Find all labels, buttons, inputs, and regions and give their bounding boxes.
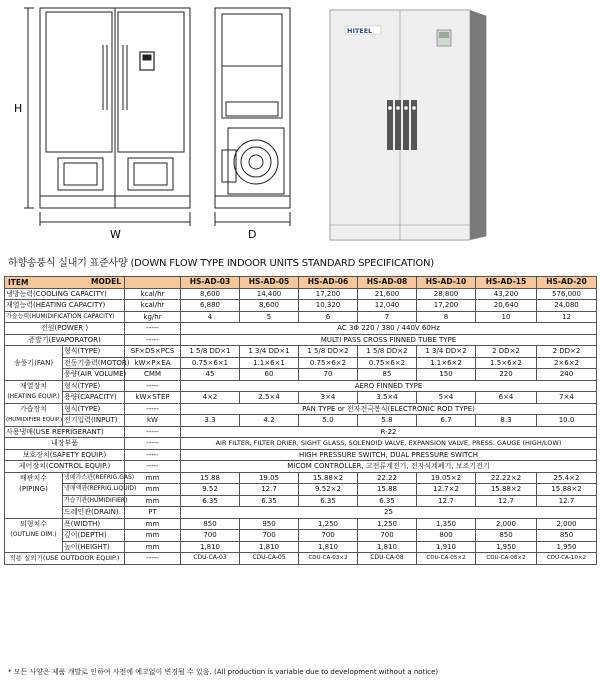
table-row	[5, 472, 597, 484]
table-cell: 12.7	[476, 495, 537, 507]
table-row	[5, 357, 597, 369]
table-row	[5, 311, 597, 323]
table-cell: 700	[299, 530, 358, 542]
table-cell: 12,040	[358, 300, 417, 312]
row-unit: -----	[125, 449, 181, 461]
row-unit: -----	[125, 380, 181, 392]
table-row	[5, 403, 597, 415]
group-label: 외형치수	[5, 518, 63, 530]
table-cell: 1,810	[240, 541, 299, 553]
model-label: MODEL	[91, 277, 121, 286]
model-header: HS-AD-10	[417, 277, 476, 289]
table-cell: 85	[358, 369, 417, 381]
table-cell-span: HIGH PRESSURE SWITCH, DUAL PRESSURE SWITCH	[181, 449, 597, 461]
table-cell: 8.3	[476, 415, 537, 427]
row-label: 증발기(EVAPORATOR)	[5, 334, 125, 346]
row-label: 깊이(DEPTH)	[63, 530, 125, 542]
row-label: 형식(TYPE)	[63, 346, 125, 358]
table-cell: 24,080	[537, 300, 597, 312]
row-label: 가습능력(HUMIDIFICATION CAPACITY)	[5, 311, 125, 323]
table-cell: CDU-CA-03	[181, 553, 240, 565]
row-label: 전원(POWER )	[5, 323, 125, 335]
table-cell: CDU-CA-08	[358, 553, 417, 565]
table-cell: 1 5/8 DD×1	[181, 346, 240, 358]
row-unit: -----	[125, 438, 181, 450]
table-cell: 5	[240, 311, 299, 323]
table-cell-span: MULTI PASS CROSS FINNED TUBE TYPE	[181, 334, 597, 346]
table-cell: 6,880	[181, 300, 240, 312]
group-label: 송풍기(FAN)	[5, 346, 63, 381]
table-row	[5, 392, 597, 404]
table-cell-span: AERO FINNED TYPE	[181, 380, 597, 392]
table-row	[5, 380, 597, 392]
row-label: 형식(TYPE)	[63, 380, 125, 392]
table-row	[5, 484, 597, 496]
table-cell: 850	[181, 518, 240, 530]
table-cell: CDU-CA-05×2	[417, 553, 476, 565]
table-cell: 15.88×2	[476, 484, 537, 496]
table-cell: 700	[181, 530, 240, 542]
row-unit: -----	[125, 334, 181, 346]
table-cell: 7×4	[537, 392, 597, 404]
group-label-en: (PIPING)	[5, 484, 63, 496]
table-cell: 5.8	[358, 415, 417, 427]
group-label: 재열장치	[5, 380, 63, 392]
table-row	[5, 300, 597, 312]
table-cell: 1,910	[417, 541, 476, 553]
table-row	[5, 449, 597, 461]
table-cell: 0.75×6×1	[181, 357, 240, 369]
table-cell: 5×4	[417, 392, 476, 404]
model-header: HS-AD-20	[537, 277, 597, 289]
row-label: 내장부품	[5, 438, 125, 450]
table-row	[5, 461, 597, 473]
row-unit: mm	[125, 518, 181, 530]
table-row	[5, 553, 597, 565]
table-cell: 3×4	[299, 392, 358, 404]
table-cell: 5.0	[299, 415, 358, 427]
row-label: 가습기관(HUMIDIFIER)	[63, 495, 125, 507]
table-cell: 10,320	[299, 300, 358, 312]
footnote: * 모든 사양은 제품 개발로 인하여 사전에 예고없이 변경될 수 있음. (All production is variable due to development without a notice)	[8, 668, 439, 676]
row-unit: mm	[125, 484, 181, 496]
table-cell: CDU-CA-05	[240, 553, 299, 565]
table-row	[5, 438, 597, 450]
row-label: 용량(CAPACITY)	[63, 392, 125, 404]
row-label: 냉매가스관(REFRIG.GAS)	[63, 472, 125, 484]
table-cell: 6	[299, 311, 358, 323]
table-row	[5, 415, 597, 427]
front-view-drawing	[24, 8, 190, 226]
row-unit: kcal/hr	[125, 300, 181, 312]
table-cell: 6.7	[417, 415, 476, 427]
row-unit: kcal/hr	[125, 288, 181, 300]
table-cell: 1 3/4 DD×1	[240, 346, 299, 358]
table-cell: 4	[181, 311, 240, 323]
row-label: 전동기출력(MOTOR)	[64, 358, 130, 367]
table-cell: 15.88	[358, 484, 417, 496]
row-label: 냉매액관(REFRIG.LIQUID)	[63, 484, 125, 496]
row-unit: mm	[125, 530, 181, 542]
header-row	[5, 277, 597, 289]
row-unit: mm	[125, 541, 181, 553]
row-label: 제어장치(CONTROL EQUIP.)	[5, 461, 125, 473]
table-cell: 10	[476, 311, 537, 323]
row-unit: -----	[125, 553, 181, 565]
table-cell: 1 3/4 DD×2	[417, 346, 476, 358]
table-cell: 8	[417, 311, 476, 323]
row-label: 사용냉매(USE REFRIGERANT)	[5, 426, 125, 438]
table-cell: 15.88×2	[299, 472, 358, 484]
table-cell: 1,250	[299, 518, 358, 530]
table-cell: 7	[358, 311, 417, 323]
table-cell: 14,400	[240, 288, 299, 300]
row-label: 폭(WIDTH)	[63, 518, 125, 530]
table-cell: 0.75×6×2	[358, 357, 417, 369]
table-cell: 15.88	[181, 472, 240, 484]
table-row	[5, 495, 597, 507]
row-label: 적용 실외기(USE OUTDOOR EQUIP.)	[5, 553, 125, 565]
product-photo	[330, 10, 486, 240]
table-row	[5, 334, 597, 346]
item-header	[5, 277, 125, 289]
table-row	[5, 369, 597, 381]
row-unit: SF×DS×PCS	[125, 346, 181, 358]
table-cell: 3.3	[181, 415, 240, 427]
table-cell-span: AC 3Φ 220 / 380 / 440V 60Hz	[181, 323, 597, 335]
dimension-w-label: W	[110, 228, 121, 241]
row-label: 풍량(AIR VOLUME)	[64, 370, 127, 379]
table-cell: 17,200	[299, 288, 358, 300]
table-row	[5, 541, 597, 553]
brand-logo: HITEEL	[347, 27, 373, 35]
group-label: 가습장치	[5, 403, 63, 415]
item-label: ITEM	[8, 278, 29, 287]
row-unit: PT	[125, 507, 181, 519]
table-cell: 20,640	[476, 300, 537, 312]
table-cell: 9.52	[181, 484, 240, 496]
model-header: HS-AD-05	[240, 277, 299, 289]
table-cell: 10.0	[537, 415, 597, 427]
table-cell-span: MICOM CONTROLLER, 고전류계전기, 전자식계폐기, 보조기전기	[181, 461, 597, 473]
model-header: HS-AD-15	[476, 277, 537, 289]
table-cell: 576,000	[537, 288, 597, 300]
row-unit: -----	[125, 403, 181, 415]
table-cell: 150	[417, 369, 476, 381]
table-cell: 1 5/8 DD×2	[358, 346, 417, 358]
table-row	[5, 323, 597, 335]
table-cell: 1,810	[181, 541, 240, 553]
table-cell: CDU-CA-08×2	[476, 553, 537, 565]
model-header: HS-AD-08	[358, 277, 417, 289]
table-cell: 2.5×4	[240, 392, 299, 404]
table-cell: 19.05×2	[417, 472, 476, 484]
table-cell: 9.52×2	[299, 484, 358, 496]
table-cell: 1,950	[476, 541, 537, 553]
row-unit: kW×STEP	[125, 392, 181, 404]
group-label: 배관치수	[5, 472, 63, 484]
table-cell: 850	[537, 530, 597, 542]
table-cell: 60	[240, 369, 299, 381]
row-label: 냉방능력(COOLING CAPACITY)	[5, 288, 125, 300]
table-cell: 8,600	[181, 288, 240, 300]
spec-table	[4, 276, 597, 565]
table-cell: 2×6×2	[537, 357, 597, 369]
row-label: 재열능력(HEATING CAPACITY)	[5, 300, 125, 312]
table-row	[5, 518, 597, 530]
row-unit: mm	[125, 495, 181, 507]
table-cell: 1,350	[417, 518, 476, 530]
table-cell: 12.7	[240, 484, 299, 496]
table-cell: 43,200	[476, 288, 537, 300]
table-cell: 1,810	[358, 541, 417, 553]
row-unit: mm	[125, 472, 181, 484]
row-unit: kW×P×EA	[125, 357, 181, 369]
row-unit: -----	[125, 323, 181, 335]
table-row	[5, 530, 597, 542]
table-cell: 1,950	[537, 541, 597, 553]
product-drawings	[0, 0, 600, 248]
table-cell-span: R-22	[181, 426, 597, 438]
table-cell: 800	[417, 530, 476, 542]
table-cell: 12.7	[417, 495, 476, 507]
table-cell: 12.7	[537, 495, 597, 507]
table-cell: 12.7×2	[417, 484, 476, 496]
table-cell: 2,000	[537, 518, 597, 530]
table-cell: 15.88×2	[537, 484, 597, 496]
row-label: 형식(TYPE)	[63, 403, 125, 415]
table-cell: 1 5/8 DD×2	[299, 346, 358, 358]
table-cell: 28,800	[417, 288, 476, 300]
table-cell: CDU-CA-10×2	[537, 553, 597, 565]
group-label-en: (OUTLINE DIM.)	[5, 530, 63, 542]
table-cell: 1,250	[358, 518, 417, 530]
table-cell: 45	[181, 369, 240, 381]
table-cell: 6.35	[299, 495, 358, 507]
table-row	[5, 507, 597, 519]
table-cell: 950	[240, 518, 299, 530]
table-cell: 25.4×2	[537, 472, 597, 484]
table-cell: 22.22×2	[476, 472, 537, 484]
table-cell: 21,600	[358, 288, 417, 300]
table-cell: 6×4	[476, 392, 537, 404]
table-cell: 0.75×6×2	[299, 357, 358, 369]
table-cell: 850	[476, 530, 537, 542]
model-header: HS-AD-06	[299, 277, 358, 289]
table-cell: 8,600	[240, 300, 299, 312]
row-unit: -----	[125, 426, 181, 438]
row-label: 높이(HEIGHT)	[63, 541, 125, 553]
group-label-en: (HUMIDIFIER EQUIP.)	[5, 415, 63, 427]
table-cell: 12	[537, 311, 597, 323]
table-cell: 220	[476, 369, 537, 381]
row-label: 전기입력(INPUT)	[63, 415, 125, 427]
table-row	[5, 288, 597, 300]
model-header: HS-AD-03	[181, 277, 240, 289]
table-cell: 4×2	[181, 392, 240, 404]
table-cell: CDU-CA-03×2	[299, 553, 358, 565]
dimension-d-label: D	[248, 228, 257, 241]
table-cell: 6.35	[240, 495, 299, 507]
dimension-h-label: H	[14, 102, 23, 115]
table-cell: 1.1×6×2	[417, 357, 476, 369]
table-cell: 1.1×6×1	[240, 357, 299, 369]
table-cell: 70	[299, 369, 358, 381]
table-cell: 2 DD×2	[476, 346, 537, 358]
row-label: 보호장치(SAFETY EQUIP.)	[5, 449, 125, 461]
table-cell-span: AIR FILTER, FILTER DRIER, SIGHT GLASS, SOLENOID VALVE, EXPANSION VALVE, PRESS. GAUGE (HIGH/LOW)	[181, 438, 597, 450]
group-label-en: (HEATING EQUIP.)	[5, 392, 63, 404]
row-unit: -----	[125, 461, 181, 473]
table-cell: 240	[537, 369, 597, 381]
table-cell: 2,000	[476, 518, 537, 530]
table-cell: 19.05	[240, 472, 299, 484]
table-row	[5, 426, 597, 438]
table-cell: 3.5×4	[358, 392, 417, 404]
table-cell-span: PAN TYPE or 전자전극봉식(ELECTRONIC ROD TYPE)	[181, 403, 597, 415]
side-view-drawing	[215, 8, 290, 226]
table-cell: 700	[240, 530, 299, 542]
table-row	[5, 346, 597, 358]
table-cell: 4.2	[240, 415, 299, 427]
table-cell: 6.35	[358, 495, 417, 507]
table-cell-span: 25	[181, 507, 597, 519]
table-cell: 1.5×6×2	[476, 357, 537, 369]
row-unit: kg/hr	[125, 311, 181, 323]
table-cell: 2 DD×2	[537, 346, 597, 358]
row-unit: CMM	[125, 369, 181, 381]
table-cell: 17,200	[417, 300, 476, 312]
spec-title: 하향송풍식 실내기 표준사양 (DOWN FLOW TYPE INDOOR UNITS STANDARD SPECIFICATION)	[8, 258, 434, 269]
table-cell: 1,810	[299, 541, 358, 553]
table-cell: 6.35	[181, 495, 240, 507]
table-cell: 700	[358, 530, 417, 542]
row-unit: kW	[125, 415, 181, 427]
table-cell: 22.22	[358, 472, 417, 484]
row-label: 드레인관(DRAIN)	[63, 507, 125, 519]
